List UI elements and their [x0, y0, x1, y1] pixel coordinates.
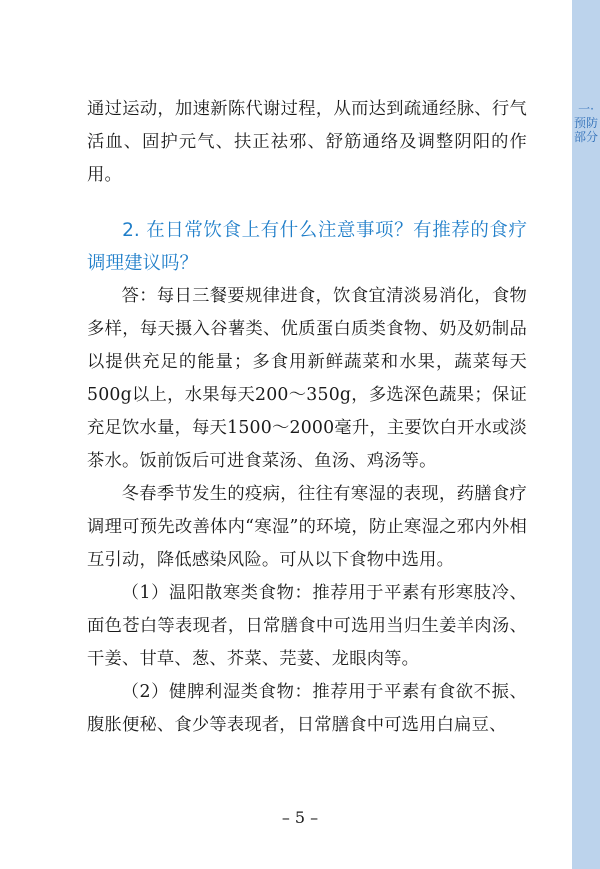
food-item-1: （1）温阳散寒类食物：推荐用于平素有形寒肢冷、面色苍白等表现者，日常膳食中可选用当归生姜羊肉汤、干姜、甘草、葱、芥菜、芫荽、龙眼肉等。	[87, 583, 527, 669]
section-heading: 2. 在日常饮食上有什么注意事项？有推荐的食疗调理建议吗？	[87, 220, 527, 274]
chapter-tab-label: 一·预防部分	[574, 102, 599, 144]
food-item-2: （2）健脾利湿类食物：推荐用于平素有食欲不振、腹胀便秘、食少等表现者，日常膳食中可选用白扁豆、	[87, 682, 527, 735]
winter-spring-paragraph: 冬春季节发生的疫病，往往有寒湿的表现，药膳食疗调理可预先改善体内“寒湿”的环境，防止寒湿之邪内外相互引动，降低感染风险。可从以下食物中选用。	[87, 484, 527, 570]
chapter-side-tab	[572, 0, 600, 869]
page-number: – 5 –	[281, 808, 319, 827]
answer-paragraph: 答：每日三餐要规律进食，饮食宜清淡易消化，食物多样，每天摄入谷薯类、优质蛋白质类食物、奶及奶制品以提供充足的能量；多食用新鲜蔬菜和水果，蔬菜每天500g以上，水果每天200～350g，多选深色蔬果；保证充足饮水量，每天1500～2000毫升，主要饮白开水或淡茶水。饭前饭后可进食菜汤、鱼汤、鸡汤等。	[87, 286, 527, 471]
continuation-paragraph: 通过运动，加速新陈代谢过程，从而达到疏通经脉、行气活血、固护元气、扶正祛邪、舒筋通络及调整阴阳的作用。	[87, 99, 527, 185]
page-content	[87, 93, 527, 742]
